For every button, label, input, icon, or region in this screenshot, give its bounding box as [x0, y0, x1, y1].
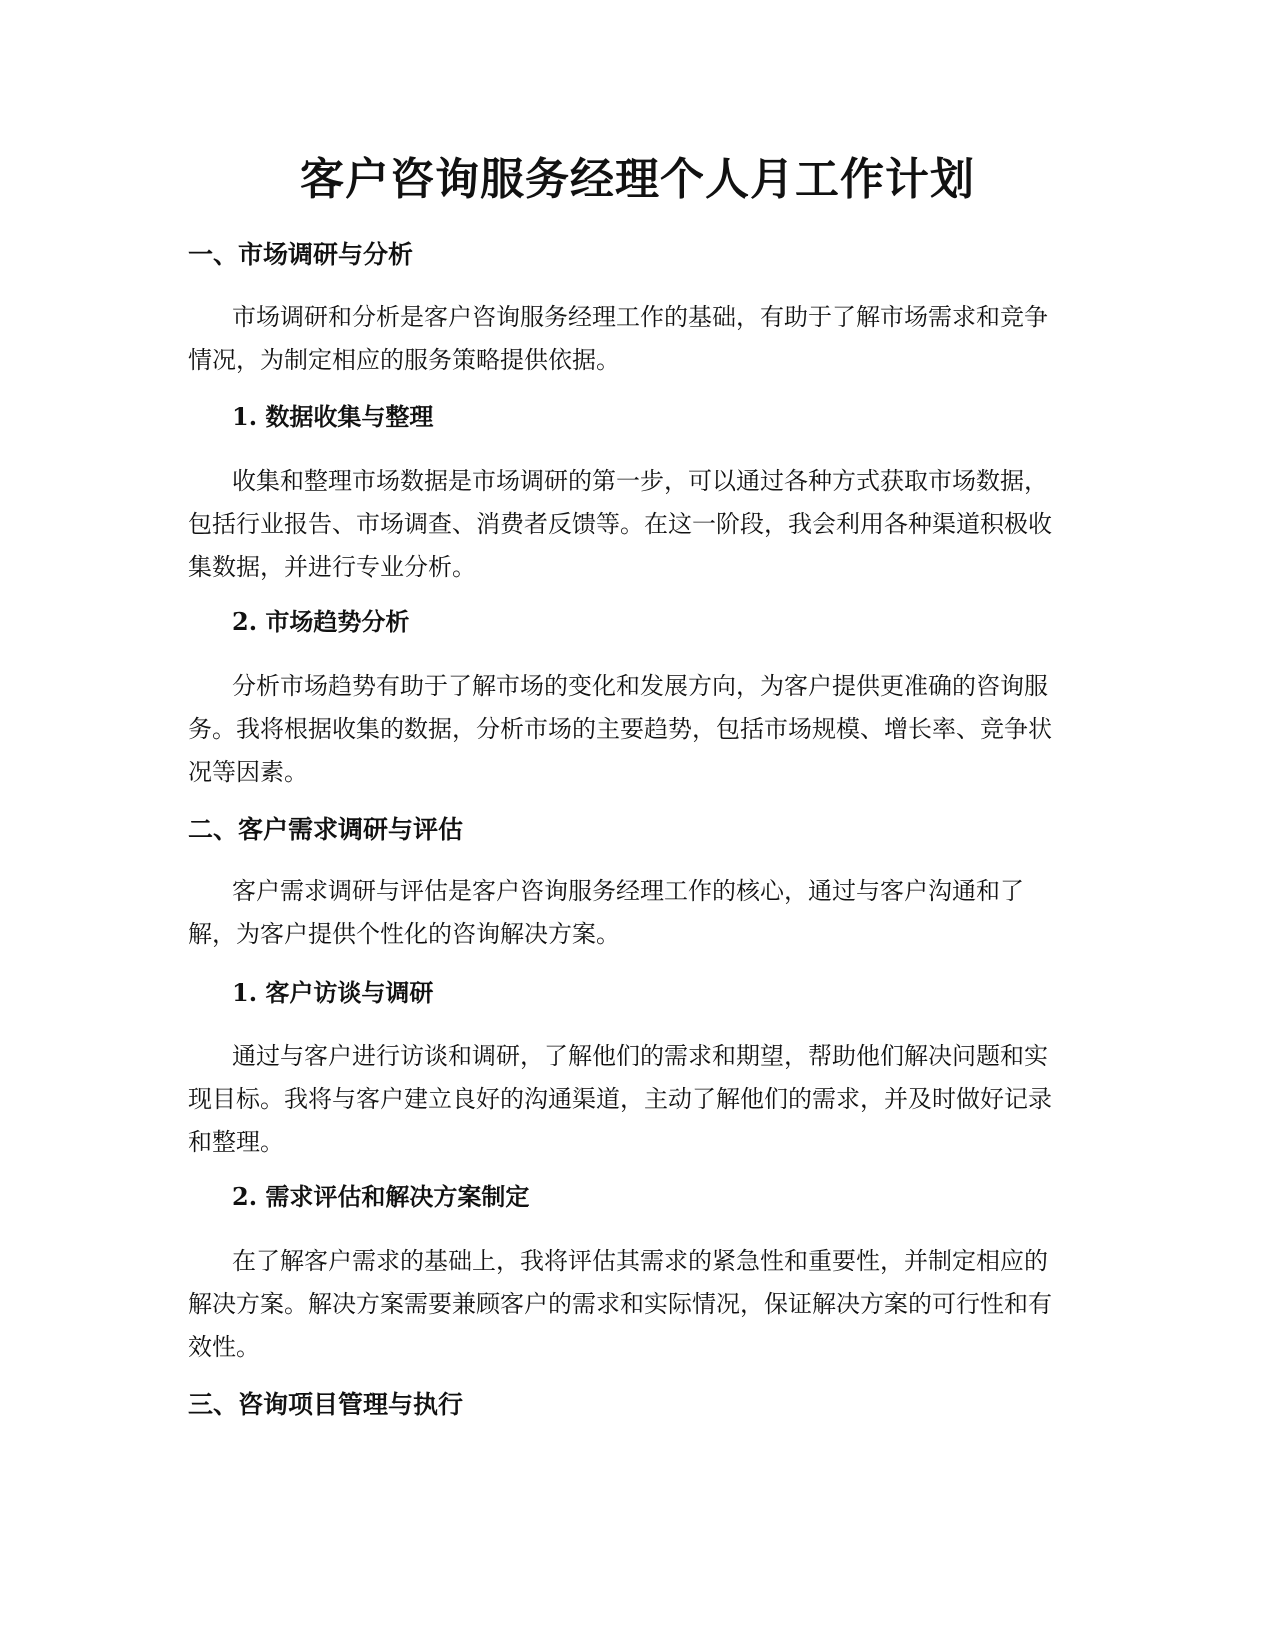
paragraph-line: 解决方案。解决方案需要兼顾客户的需求和实际情况，保证解决方案的可行性和有 [188, 1290, 1052, 1318]
paragraph-line: 现目标。我将与客户建立良好的沟通渠道，主动了解他们的需求，并及时做好记录 [188, 1085, 1052, 1113]
section-heading-customer-needs: 二、客户需求调研与评估 [188, 815, 464, 844]
paragraph-line: 收集和整理市场数据是市场调研的第一步，可以通过各种方式获取市场数据， [232, 467, 1048, 495]
paragraph-line: 况等因素。 [188, 758, 308, 786]
paragraph-line: 务。我将根据收集的数据，分析市场的主要趋势，包括市场规模、增长率、竞争状 [188, 715, 1052, 743]
subsection-heading-data-collection: 1. 数据收集与整理 [232, 402, 434, 431]
paragraph-line: 情况，为制定相应的服务策略提供依据。 [188, 346, 620, 374]
page-title: 客户咨询服务经理个人月工作计划 [300, 154, 975, 205]
subsection-body-paragraph [188, 1035, 1088, 1164]
paragraph-line: 和整理。 [188, 1128, 284, 1156]
paragraph-line: 效性。 [188, 1333, 260, 1361]
subsection-heading-market-trends: 2. 市场趋势分析 [232, 607, 410, 636]
subsection-body-paragraph [188, 1240, 1088, 1369]
paragraph-line: 在了解客户需求的基础上，我将评估其需求的紧急性和重要性，并制定相应的 [232, 1247, 1048, 1275]
paragraph-line: 包括行业报告、市场调查、消费者反馈等。在这一阶段，我会利用各种渠道积极收 [188, 510, 1052, 538]
section-heading-market-research: 一、市场调研与分析 [188, 240, 414, 269]
paragraph-line: 通过与客户进行访谈和调研，了解他们的需求和期望，帮助他们解决问题和实 [232, 1042, 1048, 1070]
section-heading-project-management: 三、咨询项目管理与执行 [188, 1390, 464, 1419]
section-intro-paragraph [188, 870, 1088, 956]
paragraph-line: 市场调研和分析是客户咨询服务经理工作的基础，有助于了解市场需求和竞争 [232, 303, 1048, 331]
paragraph-line: 分析市场趋势有助于了解市场的变化和发展方向，为客户提供更准确的咨询服 [232, 672, 1048, 700]
subsection-body-paragraph [188, 460, 1088, 589]
paragraph-line: 集数据，并进行专业分析。 [188, 553, 476, 581]
paragraph-line: 解，为客户提供个性化的咨询解决方案。 [188, 920, 620, 948]
subsection-heading-needs-assessment: 2. 需求评估和解决方案制定 [232, 1182, 530, 1211]
paragraph-line: 客户需求调研与评估是客户咨询服务经理工作的核心，通过与客户沟通和了 [232, 877, 1024, 905]
subsection-heading-customer-interviews: 1. 客户访谈与调研 [232, 978, 434, 1007]
subsection-body-paragraph [188, 665, 1088, 794]
section-intro-paragraph [188, 296, 1088, 382]
